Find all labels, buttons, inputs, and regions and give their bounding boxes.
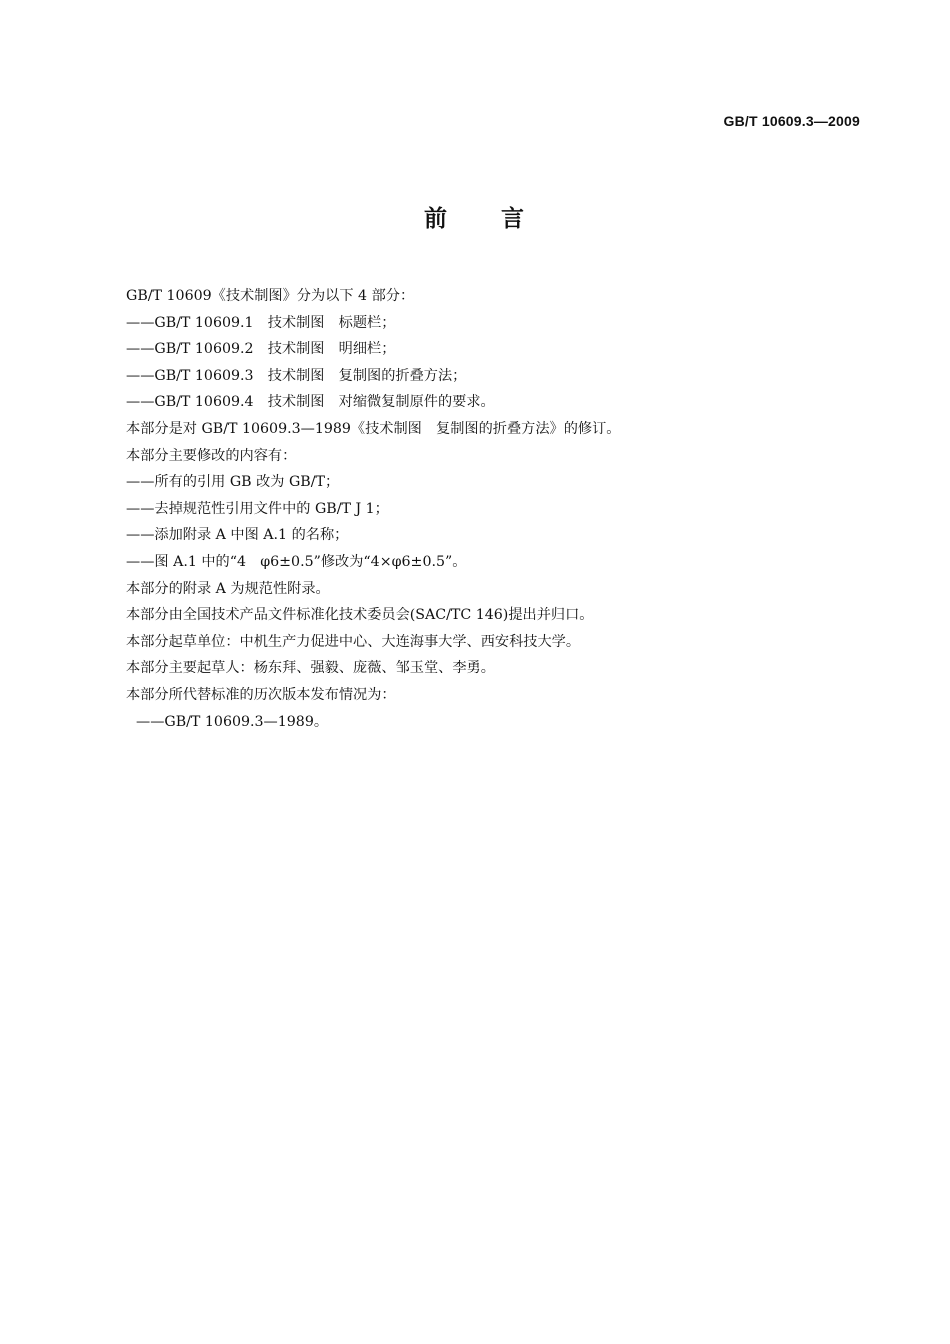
paragraph-proposer: 本部分由全国技术产品文件标准化技术委员会(SAC/TC 146)提出并归口。 (126, 607, 594, 624)
foreword-body (126, 283, 846, 735)
list-item-history: ——GB/T 10609.3—1989。 (136, 713, 329, 730)
list-item-change1: ——所有的引用 GB 改为 GB/T； (126, 474, 340, 491)
title-part-2: 言 (501, 206, 526, 232)
paragraph-changes-intro: 本部分主要修改的内容有： (126, 447, 297, 464)
standard-number: GB/T 10609.3—2009 (723, 113, 860, 129)
paragraph-drafting-units: 本部分起草单位：中机生产力促进中心、大连海事大学、西安科技大学。 (126, 633, 581, 650)
title-part-1: 前 (424, 206, 449, 232)
list-item-part2: ——GB/T 10609.2 技术制图 明细栏； (126, 341, 396, 358)
list-item-part4: ——GB/T 10609.4 技术制图 对缩微复制原件的要求。 (126, 394, 495, 411)
paragraph-intro: GB/T 10609《技术制图》分为以下 4 部分： (126, 288, 415, 304)
list-item-part3: ——GB/T 10609.3 技术制图 复制图的折叠方法； (126, 367, 467, 384)
paragraph-annex: 本部分的附录 A 为规范性附录。 (126, 580, 330, 597)
list-item-change4: ——图 A.1 中的“4 φ6±0.5”修改为“4×φ6±0.5”。 (126, 553, 467, 570)
paragraph-drafters: 本部分主要起草人：杨东拜、强毅、庞薇、邹玉堂、李勇。 (126, 660, 495, 677)
page-title (0, 200, 950, 233)
paragraph-revision: 本部分是对 GB/T 10609.3—1989《技术制图 复制图的折叠方法》的修订。 (126, 420, 621, 437)
list-item-change3: ——添加附录 A 中图 A.1 的名称； (126, 527, 349, 544)
list-item-change2: ——去掉规范性引用文件中的 GB/T J 1； (126, 500, 389, 517)
paragraph-history-intro: 本部分所代替标准的历次版本发布情况为： (126, 686, 396, 703)
list-item-part1: ——GB/T 10609.1 技术制图 标题栏； (126, 314, 396, 331)
